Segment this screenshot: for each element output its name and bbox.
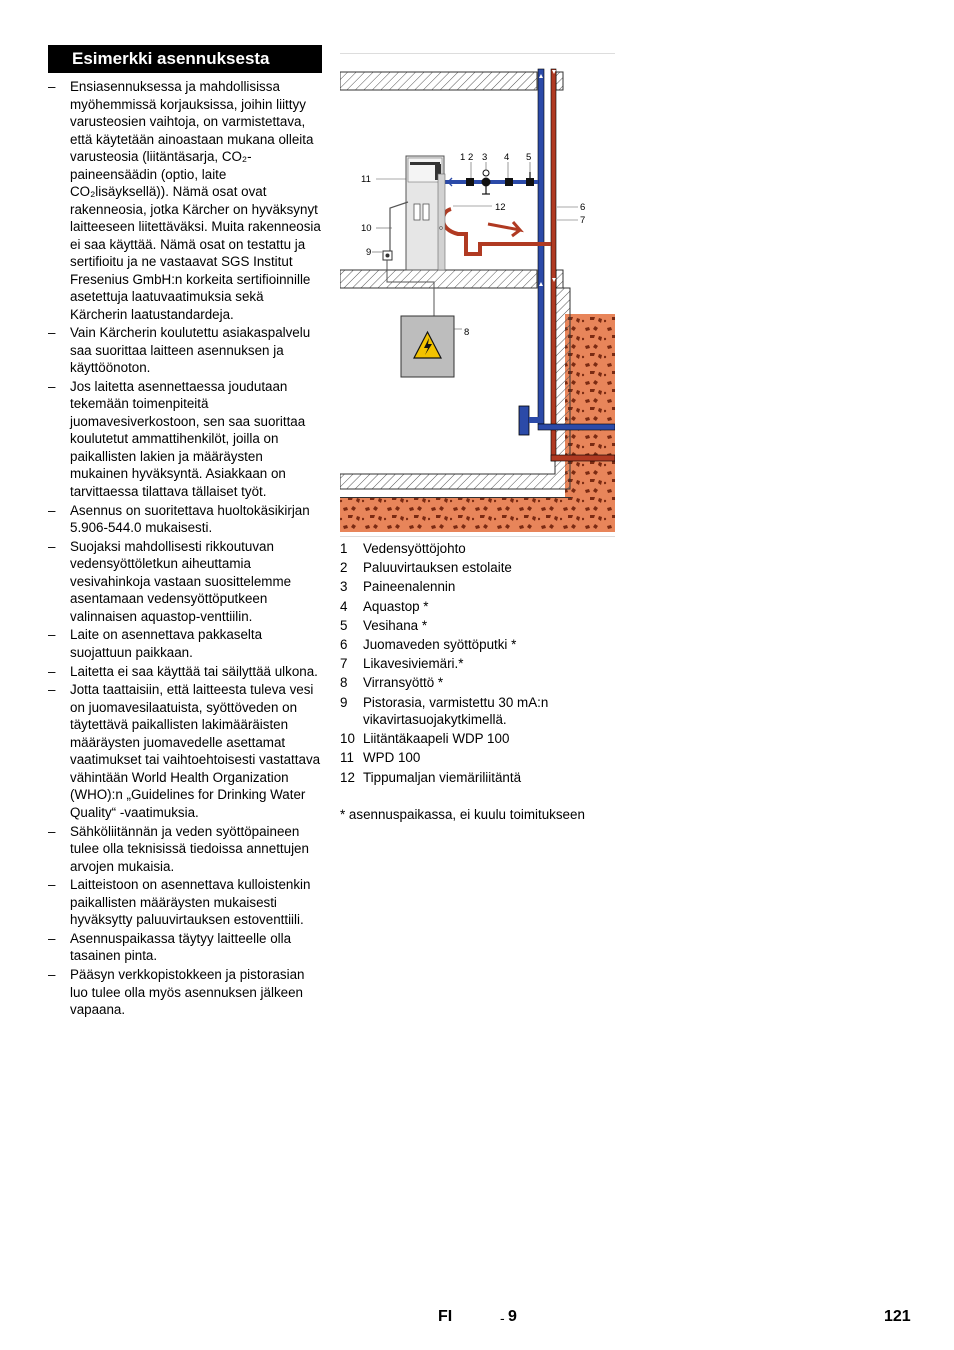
legend-text: Aquastop * (363, 598, 429, 614)
list-item (48, 538, 324, 626)
soil-bottom (340, 497, 615, 532)
legend-text: Paluuvirtauksen estolaite (363, 560, 512, 576)
legend-number: 2 (340, 560, 348, 576)
list-item (48, 930, 324, 965)
bullet-dash: – (48, 502, 56, 518)
list-item-text: Laitetta ei saa käyttää tai säilyttää ulkona. (70, 663, 318, 679)
bullet-dash: – (48, 967, 56, 983)
legend-item (340, 694, 620, 729)
bullet-dash: – (48, 930, 56, 946)
footer-page-number: 121 (884, 1308, 911, 1325)
bullet-dash: – (48, 823, 56, 839)
list-item (48, 681, 324, 821)
legend-item (340, 730, 620, 748)
legend-text: Tippumaljan viemäriliitäntä (363, 769, 522, 785)
list-item (48, 966, 324, 1019)
legend-number: 3 (340, 579, 348, 595)
legend-number: 12 (340, 769, 355, 785)
bullet-dash: – (48, 663, 56, 679)
bullet-dash: – (48, 538, 56, 554)
legend-number: 10 (340, 731, 355, 747)
footer-separator: - (500, 1310, 505, 1326)
list-item-text: Asennus on suoritettava huoltokäsikirjan 5.906-544.0 mukaisesti. (70, 502, 310, 536)
section-title: Esimerkki asennuksesta (48, 45, 322, 73)
bullet-dash: – (48, 378, 56, 394)
callout-2: 2 (468, 152, 474, 163)
list-item-text: Ensiasennuksessa ja mahdollisissa myöhemmissä korjauksissa, joihin liittyy varusteosien vaihtoja, on varmistettava, että käytetään ainoastaan mukana olleita varusteosia (liitäntäsarja, CO₂-paineensäädin (optio, laite CO₂lisäyksellä)). Nämä osat ovat rakenneosia, jotka Kärcher on hyväksynyt laitteeseen liitettäväksi. Muita rakenneosia ei saa käyttää. Nämä osat on testattu ja sertifioitu ja ne vastaavat SGS Institut Fresenius GmbH:n korkeita sertifioinnille asetettuja laatuvaatimuksia sekä Kärcherin laatustandardeja. (70, 79, 321, 322)
legend-text: Pistorasia, varmistettu 30 mA:n vikavirtasuojakytkimellä. (363, 694, 549, 727)
callout-10: 10 (361, 223, 372, 234)
callout-8: 8 (464, 327, 470, 338)
callout-12: 12 (495, 202, 506, 213)
legend-item (340, 598, 620, 616)
waste-line-bottom (551, 455, 615, 461)
floor-slab (340, 270, 537, 288)
supply-line-bottom (538, 424, 615, 430)
callout-5: 5 (526, 152, 532, 163)
legend-number: 9 (340, 694, 348, 710)
connection-cable (390, 202, 408, 252)
legend-item (340, 655, 620, 673)
legend-number: 11 (340, 750, 354, 766)
list-item-text: Laite on asennettava pakkaselta suojattuun paikkaan. (70, 627, 263, 660)
footnote: * asennuspaikassa, ei kuulu toimitukseen (340, 807, 585, 822)
legend-item (340, 749, 620, 767)
legend-number: 6 (340, 636, 348, 652)
list-item (48, 823, 324, 876)
list-item (48, 78, 324, 323)
list-item-text: Jos laitetta asennettaessa joudutaan tekemään toimenpiteitä juomavesiverkostoon, sen saa suorittaa koulutetut ammattihenkilöt, joilla on paikallisten lakien ja määräysten mukainen hyväksyntä. Asiakkaan on tarvittaessa tilattava tällaiset työt. (70, 378, 306, 499)
water-supply-pipe (538, 69, 544, 424)
bullet-dash: – (48, 877, 56, 893)
bullet-dash: – (48, 627, 56, 643)
list-item-text: Vain Kärcherin koulutettu asiakaspalvelu saa suorittaa laitteen asennuksen ja käyttöönoton. (70, 325, 311, 376)
legend-number: 4 (340, 598, 348, 614)
list-item (48, 378, 324, 501)
callout-1: 1 (460, 152, 466, 163)
check-valve (466, 178, 474, 186)
basement-wall (340, 288, 570, 489)
legend-item (340, 636, 620, 654)
bullet-dash: – (48, 79, 56, 94)
ceiling-slab-right (556, 72, 563, 90)
list-item (48, 876, 324, 929)
pipe-flange (519, 406, 529, 435)
aquastop (505, 178, 513, 186)
callout-4: 4 (504, 152, 510, 163)
requirements-list (48, 78, 324, 1020)
ceiling-slab (340, 72, 537, 90)
legend-text: Virransyöttö * (363, 675, 444, 691)
bullet-dash: – (48, 682, 56, 698)
water-tap (526, 178, 534, 186)
legend-text: Vesihana * (363, 617, 428, 633)
list-item (48, 626, 324, 661)
legend-text: Likavesiviemäri.* (363, 656, 464, 672)
footer-section-page: 9 (508, 1308, 517, 1325)
footer-language: FI (438, 1308, 453, 1325)
legend-number: 1 (340, 541, 348, 556)
legend-item (340, 578, 620, 596)
list-item (48, 663, 324, 681)
installation-diagram-svg (340, 54, 615, 538)
list-item-text: Jotta taattaisiin, että laitteesta tuleva vesi on juomavesilaatuista, syöttöveden on täytettävä paikallisten lakimääräisten määräysten juomavedelle asettamat vaatimukset tai vaihtoehtoisesti vastattava vähintään World Health Organization (WHO):n „Guidelines for Drinking Water Quality“ -vaatimuksia. (70, 682, 321, 820)
floor-slab-right (556, 270, 563, 288)
list-item-text: Suojaksi mahdollisesti rikkoutuvan vedensyöttöletkun aiheuttamia vesivahinkoja vastaan suosittelemme asentamaan vedensyöttöputkeen valinnaisen aquastop-venttiilin. (70, 538, 292, 624)
basement-floor-edge (340, 497, 571, 498)
flow-arrow-icon (488, 222, 520, 236)
legend-text: Juomaveden syöttöputki * (363, 636, 517, 652)
pressure-reducer (482, 178, 491, 187)
callout-7: 7 (580, 215, 586, 226)
waste-water-pipe (551, 69, 556, 461)
callout-9: 9 (366, 247, 372, 258)
legend-text: Vedensyöttöjohto (363, 541, 466, 556)
legend-text: Liitäntäkaapeli WDP 100 (363, 731, 510, 747)
legend-item (340, 769, 620, 787)
legend-text: WPD 100 (363, 750, 421, 766)
list-item-text: Sähköliitännän ja veden syöttöpaineen tulee olla teknisissä tiedoissa annettujen arvojen mukaisia. (70, 823, 309, 874)
list-item-text: Pääsyn verkkopistokkeen ja pistorasian luo tulee olla myös asennuksen jälkeen vapaana. (70, 967, 305, 1018)
callout-11: 11 (361, 174, 371, 185)
bullet-dash: – (48, 325, 56, 341)
legend-text: Paineenalennin (363, 579, 456, 595)
installation-diagram (340, 53, 615, 537)
diagram-legend (340, 540, 620, 788)
legend-item (340, 674, 620, 692)
supply-direction-arrow (448, 178, 460, 186)
legend-number: 8 (340, 675, 348, 691)
legend-number: 5 (340, 617, 348, 633)
legend-item (340, 559, 620, 577)
list-item (48, 324, 324, 377)
drain-hose (443, 209, 551, 254)
list-item-text: Laitteistoon on asennettava kulloistenkin paikallisten määräysten mukaisesti hyväksytty paluuvirtauksen estoventtiili. (70, 877, 311, 928)
callout-3: 3 (482, 152, 488, 163)
legend-item (340, 540, 620, 558)
list-item (48, 502, 324, 537)
list-item-text: Asennuspaikassa täytyy laitteelle olla tasainen pinta. (70, 930, 292, 964)
pipe-flange-link (529, 417, 539, 423)
legend-number: 7 (340, 656, 348, 672)
callout-6: 6 (580, 202, 586, 213)
legend-item (340, 617, 620, 635)
